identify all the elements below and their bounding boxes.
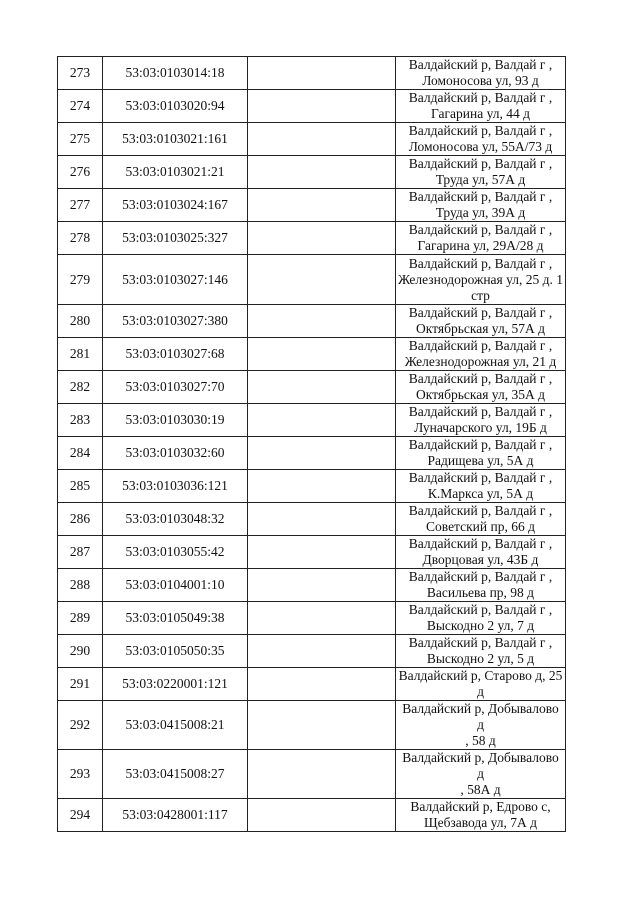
address-cell: Валдайский р, Валдай г , Васильева пр, 98 д [396, 569, 566, 602]
table-row [58, 156, 566, 189]
table-row [58, 189, 566, 222]
note-cell [248, 635, 396, 668]
row-number: 275 [58, 123, 103, 156]
table-row [58, 668, 566, 701]
row-number: 273 [58, 57, 103, 90]
row-number: 282 [58, 371, 103, 404]
row-number: 278 [58, 222, 103, 255]
cadastral-number: 53:03:0103024:167 [103, 189, 248, 222]
table-row [58, 371, 566, 404]
cadastral-number: 53:03:0220001:121 [103, 668, 248, 701]
address-cell: Валдайский р, Валдай г , Луначарского ул, 19Б д [396, 404, 566, 437]
table-row [58, 602, 566, 635]
cadastral-number: 53:03:0103027:146 [103, 255, 248, 305]
row-number: 289 [58, 602, 103, 635]
row-number: 280 [58, 305, 103, 338]
row-number: 276 [58, 156, 103, 189]
note-cell [248, 569, 396, 602]
table-body [58, 57, 566, 832]
table-row [58, 750, 566, 799]
row-number: 277 [58, 189, 103, 222]
address-cell: Валдайский р, Валдай г , Октябрьская ул, 35А д [396, 371, 566, 404]
address-cell: Валдайский р, Валдай г , Выскодно 2 ул, 5 д [396, 635, 566, 668]
cadastral-number: 53:03:0103021:21 [103, 156, 248, 189]
cadastral-number: 53:03:0103027:380 [103, 305, 248, 338]
note-cell [248, 668, 396, 701]
row-number: 294 [58, 799, 103, 832]
table-row [58, 437, 566, 470]
note-cell [248, 338, 396, 371]
cadastral-number: 53:03:0105049:38 [103, 602, 248, 635]
row-number: 279 [58, 255, 103, 305]
cadastral-number: 53:03:0415008:21 [103, 701, 248, 750]
address-cell: Валдайский р, Валдай г , Труда ул, 39А д [396, 189, 566, 222]
table-row [58, 701, 566, 750]
table-row [58, 470, 566, 503]
row-number: 283 [58, 404, 103, 437]
cadastral-number: 53:03:0103021:161 [103, 123, 248, 156]
address-cell: Валдайский р, Едрово с, Щебзавода ул, 7А д [396, 799, 566, 832]
address-cell: Валдайский р, Валдай г , Железнодорожная ул, 25 д. 1 стр [396, 255, 566, 305]
document-page [57, 56, 566, 832]
row-number: 293 [58, 750, 103, 799]
note-cell [248, 503, 396, 536]
note-cell [248, 701, 396, 750]
note-cell [248, 90, 396, 123]
table-row [58, 123, 566, 156]
note-cell [248, 799, 396, 832]
table-row [58, 90, 566, 123]
row-number: 284 [58, 437, 103, 470]
address-cell: Валдайский р, Валдай г , Советский пр, 66 д [396, 503, 566, 536]
address-cell: Валдайский р, Валдай г , Дворцовая ул, 43Б д [396, 536, 566, 569]
note-cell [248, 255, 396, 305]
row-number: 285 [58, 470, 103, 503]
row-number: 292 [58, 701, 103, 750]
note-cell [248, 404, 396, 437]
address-cell: Валдайский р, Добывалово д , 58А д [396, 750, 566, 799]
row-number: 286 [58, 503, 103, 536]
note-cell [248, 371, 396, 404]
table-row [58, 635, 566, 668]
row-number: 290 [58, 635, 103, 668]
row-number: 281 [58, 338, 103, 371]
cadastral-number: 53:03:0415008:27 [103, 750, 248, 799]
cadastral-number: 53:03:0103030:19 [103, 404, 248, 437]
row-number: 287 [58, 536, 103, 569]
table-row [58, 799, 566, 832]
row-number: 291 [58, 668, 103, 701]
address-cell: Валдайский р, Валдай г , Железнодорожная ул, 21 д [396, 338, 566, 371]
note-cell [248, 222, 396, 255]
cadastral-number: 53:03:0103036:121 [103, 470, 248, 503]
table-row [58, 503, 566, 536]
note-cell [248, 470, 396, 503]
cadastral-number: 53:03:0105050:35 [103, 635, 248, 668]
note-cell [248, 156, 396, 189]
address-cell: Валдайский р, Добывалово д , 58 д [396, 701, 566, 750]
cadastral-number: 53:03:0428001:117 [103, 799, 248, 832]
note-cell [248, 602, 396, 635]
cadastral-number: 53:03:0103027:68 [103, 338, 248, 371]
table-row [58, 404, 566, 437]
address-cell: Валдайский р, Валдай г , Радищева ул, 5А д [396, 437, 566, 470]
address-cell: Валдайский р, Валдай г , Ломоносова ул, 55А/73 д [396, 123, 566, 156]
address-cell: Валдайский р, Валдай г , Ломоносова ул, 93 д [396, 57, 566, 90]
address-cell: Валдайский р, Валдай г , Труда ул, 57А д [396, 156, 566, 189]
row-number: 288 [58, 569, 103, 602]
table-row [58, 255, 566, 305]
table-row [58, 305, 566, 338]
cadastral-number: 53:03:0103055:42 [103, 536, 248, 569]
note-cell [248, 750, 396, 799]
table-row [58, 338, 566, 371]
cadastral-number: 53:03:0103048:32 [103, 503, 248, 536]
table-row [58, 536, 566, 569]
address-cell: Валдайский р, Валдай г , Выскодно 2 ул, 7 д [396, 602, 566, 635]
address-cell: Валдайский р, Валдай г , Октябрьская ул, 57А д [396, 305, 566, 338]
cadastral-number: 53:03:0103020:94 [103, 90, 248, 123]
cadastral-number: 53:03:0104001:10 [103, 569, 248, 602]
address-cell: Валдайский р, Валдай г , Гагарина ул, 44 д [396, 90, 566, 123]
cadastral-number: 53:03:0103025:327 [103, 222, 248, 255]
cadastral-number: 53:03:0103014:18 [103, 57, 248, 90]
table-row [58, 569, 566, 602]
address-cell: Валдайский р, Валдай г , Гагарина ул, 29А/28 д [396, 222, 566, 255]
property-table [57, 56, 566, 832]
note-cell [248, 536, 396, 569]
table-row [58, 222, 566, 255]
note-cell [248, 437, 396, 470]
row-number: 274 [58, 90, 103, 123]
address-cell: Валдайский р, Валдай г , К.Маркса ул, 5А д [396, 470, 566, 503]
cadastral-number: 53:03:0103032:60 [103, 437, 248, 470]
note-cell [248, 189, 396, 222]
cadastral-number: 53:03:0103027:70 [103, 371, 248, 404]
note-cell [248, 123, 396, 156]
address-cell: Валдайский р, Старово д, 25 д [396, 668, 566, 701]
note-cell [248, 305, 396, 338]
note-cell [248, 57, 396, 90]
table-row [58, 57, 566, 90]
